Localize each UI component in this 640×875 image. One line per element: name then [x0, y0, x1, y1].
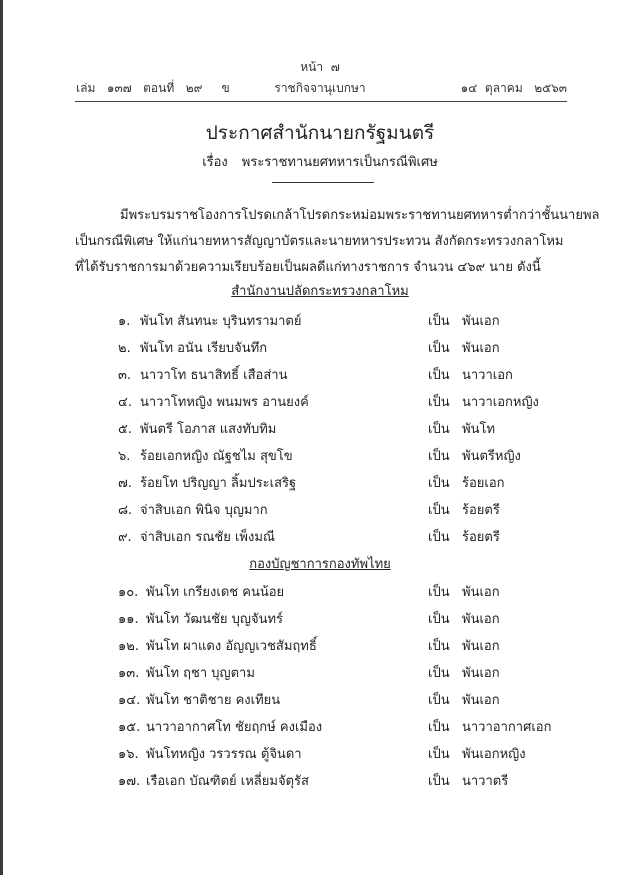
item-number: ๑๔. — [118, 693, 141, 708]
list-item — [0, 635, 640, 655]
section-heading: สำนักงานปลัดกระทรวงกลาโหม — [231, 284, 409, 299]
item-name: พันโท เกรียงเดช คนน้อย — [146, 585, 285, 600]
page-number: ๗ — [330, 60, 340, 74]
item-new-rank: นาวาอากาศเอก — [462, 720, 552, 735]
subject-text: พระราชทานยศทหารเป็นกรณีพิเศษ — [241, 155, 438, 170]
item-number: ๑. — [118, 314, 131, 329]
item-name: พันโทหญิง วรวรรณ ตู้จินดา — [146, 747, 302, 762]
volume-number: ๑๓๗ — [106, 81, 132, 95]
item-connector: เป็น — [428, 341, 450, 356]
item-connector: เป็น — [428, 368, 450, 383]
section-label: ตอนที่ — [143, 81, 175, 95]
list-item — [0, 743, 640, 763]
list-item — [0, 310, 640, 330]
item-number: ๑๓. — [118, 666, 140, 681]
item-new-rank: พันเอก — [462, 612, 500, 627]
title-divider — [272, 182, 374, 183]
list-item — [0, 526, 640, 546]
date-year: ๒๕๖๓ — [534, 81, 567, 95]
item-new-rank: พันเอกหญิง — [462, 747, 526, 762]
item-number: ๔. — [118, 395, 132, 410]
list-item — [0, 499, 640, 519]
item-number: ๖. — [118, 449, 131, 464]
item-number: ๑๒. — [118, 639, 139, 654]
item-name: ร้อยเอกหญิง ณัฐชไม สุขโข — [140, 449, 293, 464]
item-name: นาวาโท ธนาสิทธิ์ เสือส่าน — [140, 368, 288, 383]
item-number: ๕. — [118, 422, 132, 437]
publication-date — [461, 79, 567, 98]
list-item — [0, 364, 640, 384]
item-new-rank: พันเอก — [462, 341, 500, 356]
item-name: ร้อยโท ปริญญา ลิ้มประเสริฐ — [140, 476, 297, 491]
item-new-rank: พันเอก — [462, 639, 500, 654]
header-rule — [75, 101, 567, 102]
item-number: ๙. — [118, 530, 132, 545]
item-name: พันโท ฤชา บุญตาม — [146, 666, 255, 681]
publication-name: ราชกิจจานุเบกษา — [274, 81, 366, 95]
page-number-line — [0, 58, 640, 77]
subject-line — [0, 151, 640, 172]
item-connector: เป็น — [428, 612, 450, 627]
section-number: ๒๙ — [185, 81, 203, 95]
item-connector: เป็น — [428, 476, 450, 491]
item-new-rank: ร้อยเอก — [462, 476, 505, 491]
volume-label: เล่ม — [76, 81, 96, 95]
item-name: พันโท ผาแดง อัญญเวชสัมฤทธิ์ — [146, 639, 317, 654]
item-number: ๑๗. — [118, 774, 141, 789]
page-title: ประกาศสำนักนายกรัฐมนตรี — [205, 122, 435, 144]
list-item — [0, 581, 640, 601]
item-connector: เป็น — [428, 693, 450, 708]
item-connector: เป็น — [428, 720, 450, 735]
paragraph-line-2: เป็นกรณีพิเศษ ให้แก่นายทหารสัญญาบัตรและนายทหารประทวน สังกัดกระทรวงกลาโหม — [75, 234, 564, 249]
list-item — [0, 391, 640, 411]
item-connector: เป็น — [428, 530, 450, 545]
item-new-rank: พันเอก — [462, 314, 500, 329]
item-connector: เป็น — [428, 747, 450, 762]
item-new-rank: พันเอก — [462, 585, 500, 600]
item-connector: เป็น — [428, 585, 450, 600]
subject-label: เรื่อง — [202, 155, 228, 170]
item-connector: เป็น — [428, 666, 450, 681]
item-connector: เป็น — [428, 395, 450, 410]
item-name: นาวาอากาศโท ชัยฤกษ์ คงเมือง — [146, 720, 323, 735]
item-number: ๑๑. — [118, 612, 139, 627]
item-new-rank: นาวาเอก — [462, 368, 513, 383]
date-day: ๑๔ — [460, 81, 478, 95]
paragraph-line-1: มีพระบรมราชโองการโปรดเกล้าโปรดกระหม่อมพระราชทานยศทหารต่ำกว่าชั้นนายพล — [120, 208, 600, 223]
item-new-rank: พันโท — [462, 422, 496, 437]
item-new-rank: ร้อยตรี — [462, 503, 500, 518]
list-item — [0, 608, 640, 628]
item-connector: เป็น — [428, 503, 450, 518]
item-connector: เป็น — [428, 774, 450, 789]
list-item — [0, 689, 640, 709]
list-item — [0, 662, 640, 682]
item-number: ๒. — [118, 341, 131, 356]
list-item — [0, 770, 640, 790]
item-new-rank: ร้อยตรี — [462, 530, 500, 545]
date-month: ตุลาคม — [484, 81, 523, 95]
item-name: เรือเอก บัณฑิตย์ เหลี่ยมจัตุรัส — [146, 774, 309, 789]
list-item — [0, 418, 640, 438]
list-item — [0, 472, 640, 492]
item-name: จ่าสิบเอก พินิจ บุญมาก — [140, 503, 268, 518]
item-number: ๑๐. — [118, 585, 139, 600]
item-number: ๑๖. — [118, 747, 139, 762]
item-connector: เป็น — [428, 314, 450, 329]
item-new-rank: พันเอก — [462, 666, 500, 681]
item-name: พันโท อนัน เรียบจันทึก — [140, 341, 268, 356]
section-heading: กองบัญชาการกองทัพไทย — [249, 557, 391, 572]
item-name: พันโท ชาติชาย คงเทียน — [146, 693, 281, 708]
paragraph-line-3: ที่ได้รับราชการมาด้วยความเรียบร้อยเป็นผลดีแก่ทางราชการ จำนวน ๔๖๙ นาย ดังนี้ — [75, 260, 541, 275]
item-name: พันตรี โอภาส แสงทับทิม — [140, 422, 277, 437]
item-name: จ่าสิบเอก รณชัย เพ็งมณี — [140, 530, 275, 545]
list-item — [0, 337, 640, 357]
list-item — [0, 716, 640, 736]
item-number: ๑๕. — [118, 720, 141, 735]
item-new-rank: พันเอก — [462, 693, 500, 708]
item-new-rank: นาวาเอกหญิง — [462, 395, 539, 410]
page-label: หน้า — [300, 60, 324, 74]
item-connector: เป็น — [428, 449, 450, 464]
item-number: ๘. — [118, 503, 133, 518]
item-new-rank: นาวาตรี — [462, 774, 509, 789]
item-number: ๓. — [118, 368, 132, 383]
section-type: ข — [221, 81, 230, 95]
item-name: พันโท วัฒนชัย บุญจันทร์ — [146, 612, 284, 627]
item-connector: เป็น — [428, 639, 450, 654]
item-name: นาวาโทหญิง พนมพร อานยงค์ — [140, 395, 309, 410]
item-number: ๗. — [118, 476, 132, 491]
item-new-rank: พันตรีหญิง — [462, 449, 521, 464]
item-connector: เป็น — [428, 422, 450, 437]
item-name: พันโท สันทนะ บุรินทรามาตย์ — [140, 314, 302, 329]
list-item — [0, 445, 640, 465]
